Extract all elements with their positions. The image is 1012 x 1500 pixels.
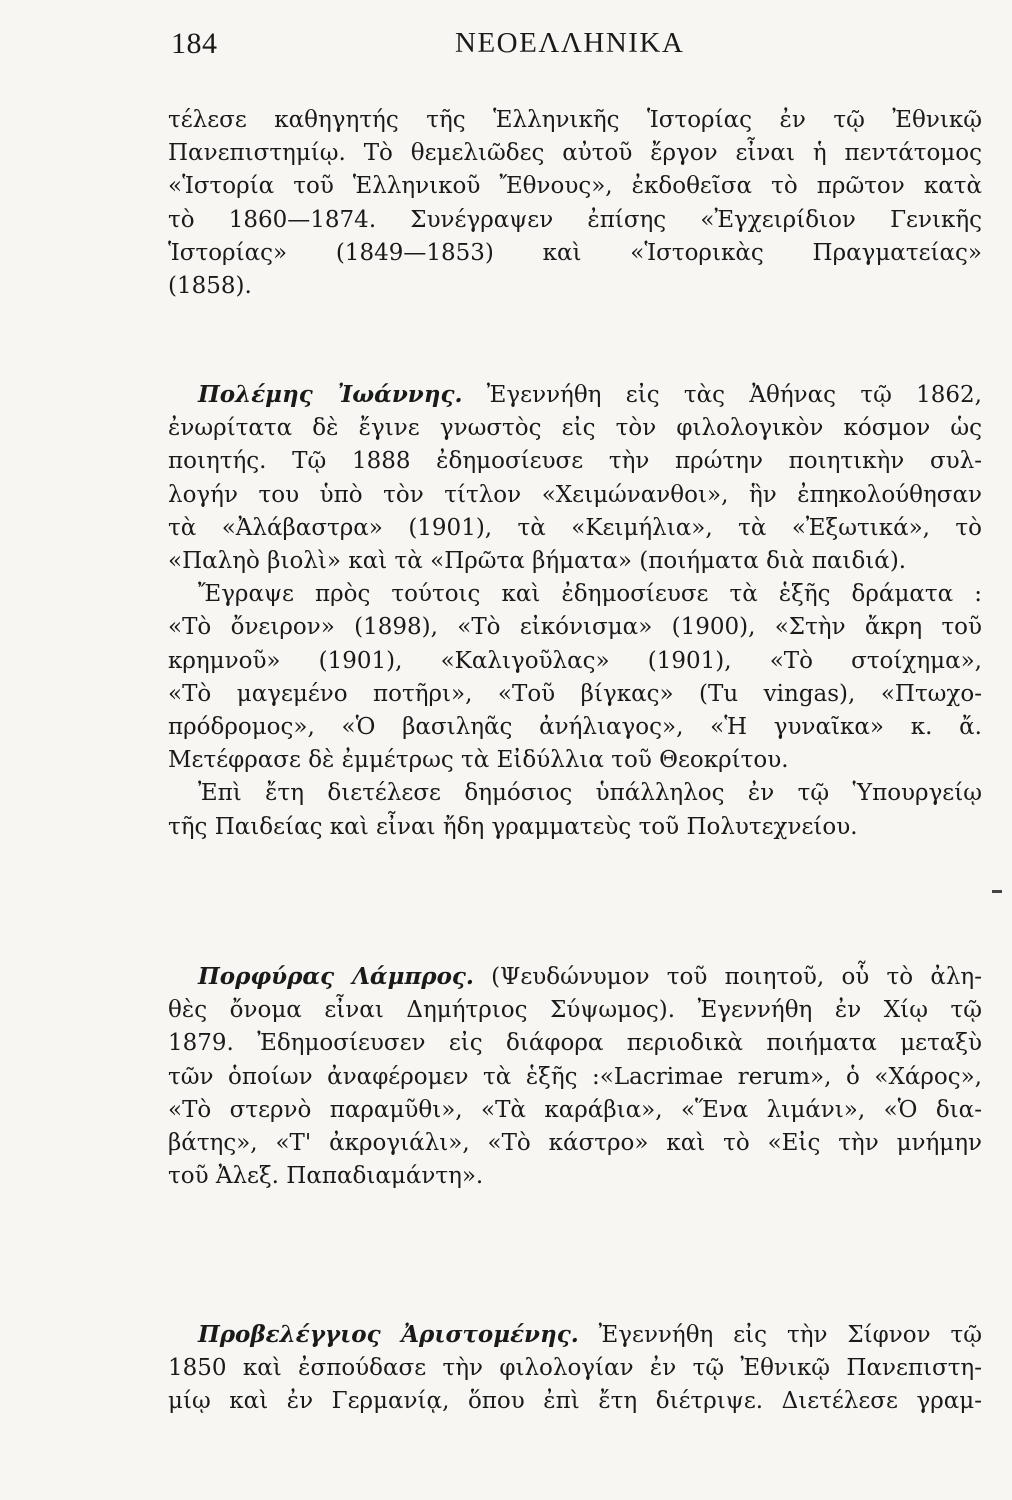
page-number: 184 (171, 27, 218, 60)
text-line: κρημνοῦ» (1901), «Καλιγοῦλας» (1901), «Τὸ στοίχημα», (168, 647, 982, 674)
margin-mark (992, 890, 1002, 893)
text-line: Ἱστορίας» (1849—1853) καὶ «Ἱστορικὰς Πραγματείας» (168, 239, 982, 266)
text-line: τὸ 1860—1874. Συνέγραψεν ἐπίσης «Ἐγχειρίδιον Γενικῆς (168, 206, 982, 233)
text-line: «Τὸ ὄνειρον» (1898), «Τὸ εἰκόνισμα» (1900), «Στὴν ἄκρη τοῦ (168, 614, 982, 641)
text-line: (Ψευδώνυμον τοῦ ποιητοῦ, οὗ τὸ ἀλη- (473, 964, 982, 990)
text-line: βάτης», «Τ' ἀκρογιάλι», «Τὸ κάστρο» καὶ τὸ «Εἰς τὴν μνήμην (168, 1130, 982, 1157)
text-line: Ἐγεννήθη εἰς τὰς Ἀθήνας τῷ 1862, (462, 382, 982, 408)
text-line: Πανεπιστημίῳ. Τὸ θεμελιῶδες αὐτοῦ ἔργον εἶναι ἡ πεντάτομος (168, 140, 982, 167)
entry-first-line (168, 378, 982, 412)
text-line: τέλεσε καθηγητής τῆς Ἑλληνικῆς Ἱστορίας ἐν τῷ Ἐθνικῷ (168, 107, 982, 133)
running-title: ΝΕΟΕΛΛΗΝΙΚΑ (455, 27, 685, 59)
text-line: τοῦ Ἀλεξ. Παπαδιαμάντη». (168, 1163, 484, 1190)
entry-heading-name: Πολέμης Ἰωάννης. (198, 381, 463, 408)
entry-provelengios (168, 1318, 982, 1419)
entry-heading-name: Πορφύρας Λάμπρος. (198, 963, 474, 990)
text-line: τὰ «Ἀλάβαστρα» (1901), τὰ «Κειμήλια», τὰ «Ἐξωτικά», τὸ (168, 514, 982, 541)
text-line: ἐνωρίτατα δὲ ἔγινε γνωστὸς εἰς τὸν φιλολογικὸν κόσμον ὡς (168, 415, 982, 442)
text-line: 1879. Ἐδημοσίευσεν εἰς διάφορα περιοδικὰ ποιήματα μεταξὺ (168, 1030, 982, 1057)
text-line: «Τὸ μαγεμένο ποτῆρι», «Τοῦ βίγκας» (Tu vingas), «Πτωχο- (168, 680, 982, 707)
text-line: Ἐπὶ ἔτη διετέλεσε δημόσιος ὑπάλληλος ἐν τῷ Ὑπουργείῳ (198, 780, 982, 807)
text-line: «Παληὸ βιολὶ» καὶ τὰ «Πρῶτα βήματα» (ποιήματα διὰ παιδιά). (168, 548, 907, 575)
text-line: τῆς Παιδείας καὶ εἶναι ἤδη γραμματεὺς τοῦ Πολυτεχνείου. (168, 813, 858, 840)
entry-first-line (168, 960, 982, 994)
text-line: Μετέφρασε δὲ ἐμμέτρως τὰ Εἰδύλλια τοῦ Θεοκρίτου. (168, 747, 789, 774)
paragraph-continuation (168, 104, 982, 303)
text-line: πρόδρομος», «Ὁ βασιληᾶς ἀνήλιαγος», «Ἡ γυναῖκα» κ. ἄ. (168, 714, 982, 741)
text-line: λογήν του ὑπὸ τὸν τίτλον «Χειμώνανθοι», ἣν ἐπηκολούθησαν (168, 481, 982, 508)
entry-porfyras (168, 960, 982, 1193)
entry-first-line (168, 1318, 982, 1352)
text-line: θὲς ὄνομα εἶναι Δημήτριος Σύψωμος). Ἐγεννήθη ἐν Χίῳ τῷ (168, 997, 982, 1024)
text-line: τῶν ὁποίων ἀναφέρομεν τὰ ἑξῆς :«Lacrimae rerum», ὁ «Χάρος», (168, 1063, 982, 1090)
text-line: Ἔγραψε πρὸς τούτοις καὶ ἐδημοσίευσε τὰ ἑξῆς δράματα : (198, 581, 982, 608)
text-line: «Ἱστορία τοῦ Ἑλληνικοῦ Ἔθνους», ἐκδοθεῖσα τὸ πρῶτον κατὰ (168, 173, 982, 200)
text-line: μίῳ καὶ ἐν Γερμανίᾳ, ὅπου ἐπὶ ἔτη διέτριψε. Διετέλεσε γραμ- (168, 1388, 982, 1415)
text-line: Ἐγεννήθη εἰς τὴν Σίφνον τῷ (578, 1322, 982, 1348)
entry-heading-name: Προβελέγγιος Ἀριστομένης. (198, 1321, 579, 1348)
text-line: ποιητής. Τῷ 1888 ἐδημοσίευσε τὴν πρώτην ποιητικὴν συλ- (168, 448, 982, 475)
text-line: «Τὸ στερνὸ παραμῦθι», «Τὰ καράβια», «Ἕνα λιμάνι», «Ὁ δια- (168, 1096, 982, 1123)
text-line: (1858). (168, 273, 252, 300)
text-line: 1850 καὶ ἐσπούδασε τὴν φιλολογίαν ἐν τῷ Ἐθνικῷ Πανεπιστη- (168, 1355, 982, 1382)
entry-polemis (168, 378, 982, 844)
